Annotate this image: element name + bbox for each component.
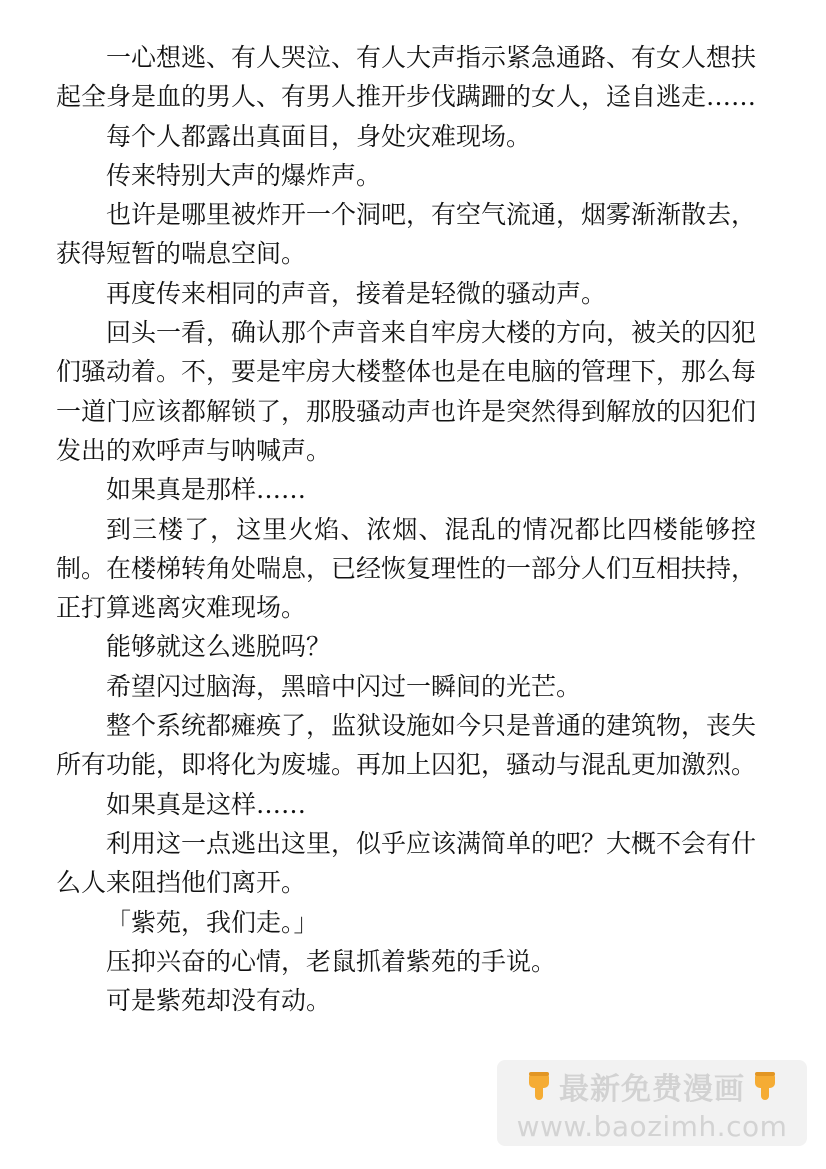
pointing-down-hand-icon: [751, 1070, 779, 1102]
watermark-title-row: [497, 1066, 807, 1106]
watermark-banner[interactable]: [497, 1060, 807, 1146]
paragraph: 利用这一点逃出这里，似乎应该满简单的吧？大概不会有什么人来阻挡他们离开。: [56, 828, 757, 898]
paragraph: 压抑兴奋的心情，老鼠抓着紫苑的手说。: [106, 946, 557, 976]
paragraph: 如果真是这样……: [106, 789, 307, 819]
watermark-url[interactable]: www.baozimh.com: [516, 1110, 788, 1143]
novel-page-text: [56, 38, 756, 1020]
watermark-title: 最新免费漫画: [559, 1072, 745, 1107]
paragraph: 希望闪过脑海，黑暗中闪过一瞬间的光芒。: [106, 671, 582, 701]
paragraph: 整个系统都瘫痪了，监狱设施如今只是普通的建筑物，丧失所有功能，即将化为废墟。再加上囚犯，骚动与混乱更加激烈。: [56, 711, 757, 780]
paragraph: 传来特别大声的爆炸声。: [106, 160, 382, 190]
paragraph: 一心想逃、有人哭泣、有人大声指示紧急通路、有女人想扶起全身是血的男人、有男人推开步伐蹒跚的女人，迳自逃走……: [56, 43, 757, 112]
paragraph: 回头一看，确认那个声音来自牢房大楼的方向，被关的囚犯们骚动着。不，要是牢房大楼整体也是在电脑的管理下，那么每一道门应该都解锁了，那股骚动声也许是突然得到解放的囚犯们发出的欢呼声与呐喊声。: [56, 318, 757, 465]
paragraph: 每个人都露出真面目，身处灾难现场。: [106, 121, 532, 151]
paragraph: 到三楼了，这里火焰、浓烟、混乱的情况都比四楼能够控制。在楼梯转角处喘息，已经恢复理性的一部分人们互相扶持，正打算逃离灾难现场。: [56, 514, 757, 623]
paragraph: 也许是哪里被炸开一个洞吧，有空气流通，烟雾渐渐散去，获得短暂的喘息空间。: [56, 200, 757, 269]
paragraph: 能够就这么逃脱吗？: [106, 632, 332, 662]
paragraph: 可是紫苑却没有动。: [106, 986, 332, 1016]
paragraph: 再度传来相同的声音，接着是轻微的骚动声。: [106, 278, 607, 308]
paragraph: 「紫苑，我们走。」: [106, 907, 319, 937]
pointing-down-hand-icon: [525, 1070, 553, 1102]
paragraph: 如果真是那样……: [106, 475, 307, 505]
